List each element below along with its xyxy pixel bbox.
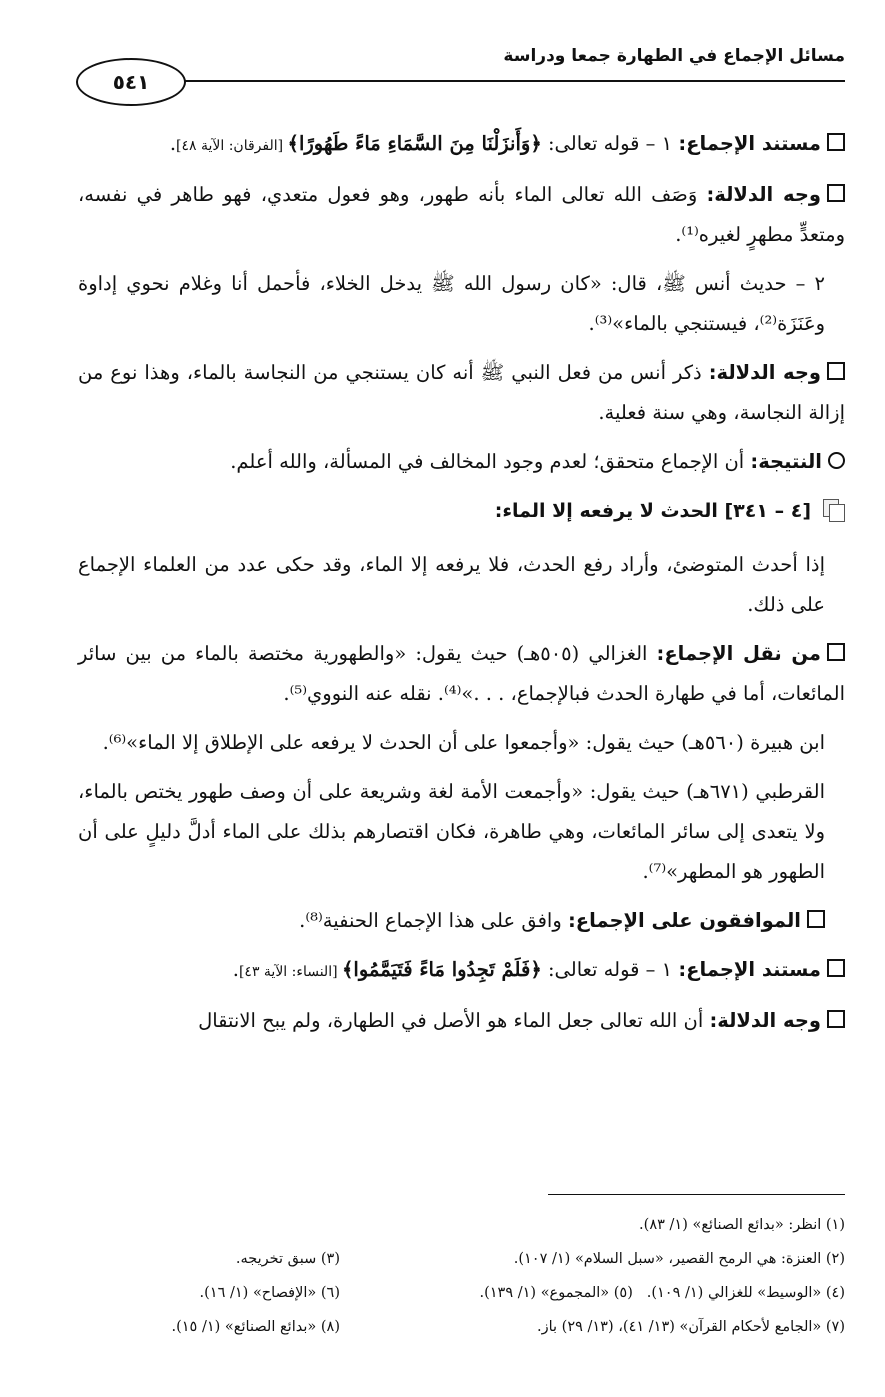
copy-icon	[821, 499, 845, 521]
page-number: ٥٤١	[76, 58, 186, 106]
paragraph-ibn-hubayra	[78, 723, 845, 763]
quran-verse: ﴿وَأَنزَلْنَا مِنَ السَّمَاءِ مَاءً طَهُورًا﴾	[287, 132, 542, 155]
square-bullet-icon	[827, 959, 845, 977]
footnote-rule	[548, 1194, 845, 1195]
paragraph-indication-3	[78, 1001, 845, 1041]
footnote-row	[40, 1242, 845, 1276]
footnote-row	[40, 1310, 845, 1344]
footnote-7: (٧) «الجامع لأحكام القرآن» (١٣/ ٤١)، (١٣/ ٢٩) باز.	[536, 1319, 845, 1335]
paragraph-text: وَصَف الله تعالى الماء بأنه طهور، وهو فعول متعدي، فهو طاهر في نفسه، ومتعدٍّ مطهرٍ لغيره⁽¹⁾.	[78, 183, 845, 246]
paragraph-text: الغزالي (٥٠٥هـ) حيث يقول: «والطهورية مختصة بالماء من بين سائر المائعات، أما في طهارة الحدث فبالإجماع، . . .»⁽⁴⁾. نقله عنه النووي⁽⁵⁾.	[78, 642, 845, 705]
paragraph-label: من نقل الإجماع:	[656, 642, 821, 665]
square-bullet-icon	[827, 184, 845, 202]
quran-verse: ﴿فَلَمْ تَجِدُوا مَاءً فَتَيَمَّمُوا﴾	[342, 958, 542, 981]
paragraph-text: ١ – قوله تعالى:	[541, 132, 679, 155]
verse-reference: [النساء: الآية ٤٣]	[238, 964, 342, 980]
square-bullet-icon	[827, 643, 845, 661]
footnote-8: (٨) «بدائع الصنائع» (١/ ١٥).	[171, 1319, 340, 1335]
paragraph-evidence-2	[78, 950, 845, 992]
paragraph-text: القرطبي (٦٧١هـ) حيث يقول: «وأجمعت الأمة لغة وشريعة على أن وصف طهور يختص بالماء، ولا يتعدى إلى سائر المائعات، وهي طاهرة، فكان اقتصارهم بذلك على الماء أدلَّ دليلٍ على أن الطهور هو المطهر»⁽⁷⁾.	[78, 780, 825, 883]
paragraph-label: وجه الدلالة:	[708, 361, 822, 384]
paragraph-text: إذا أحدث المتوضئ، وأراد رفع الحدث، فلا يرفعه إلا الماء، وقد حكى عدد من العلماء الإجماع على ذلك.	[78, 553, 825, 616]
paragraph-indication-1	[78, 175, 845, 255]
paragraph-text: ١ – قوله تعالى:	[541, 958, 679, 981]
running-title: مسائل الإجماع في الطهارة جمعا ودراسة	[503, 46, 845, 66]
header-rule	[170, 80, 845, 82]
paragraph-label: النتيجة:	[750, 450, 822, 473]
section-title: [٤ – ٣٤١] الحدث لا يرفعه إلا الماء:	[494, 500, 811, 522]
paragraph-text: ابن هبيرة (٥٦٠هـ) حيث يقول: «وأجمعوا على أن الحدث لا يرفعه على الإطلاق إلا الماء»⁽⁶⁾.	[102, 731, 825, 754]
square-bullet-icon	[807, 910, 825, 928]
paragraph-label: مستند الإجماع:	[678, 958, 821, 981]
square-bullet-icon	[827, 133, 845, 151]
footnote-row	[40, 1276, 845, 1310]
paragraph-label: مستند الإجماع:	[678, 132, 821, 155]
section-heading	[78, 491, 845, 531]
verse-reference: [الفرقان: الآية ٤٨]	[176, 138, 288, 154]
footnote-2: (٢) العنزة: هي الرمح القصير، «سبل السلام» (١/ ١٠٧).	[513, 1251, 845, 1267]
footnote-4: (٤) «الوسيط» للغزالي (١/ ١٠٩).	[646, 1285, 845, 1301]
footnote-row	[40, 1208, 845, 1242]
paragraph-evidence-1	[78, 124, 845, 166]
main-text	[78, 124, 845, 1050]
sentence-end: .	[232, 958, 239, 981]
paragraph-transmitters	[78, 634, 845, 714]
paragraph-intro	[78, 545, 845, 625]
circle-bullet-icon	[828, 452, 845, 469]
paragraph-text: أن الإجماع متحقق؛ لعدم وجود المخالف في المسألة، والله أعلم.	[230, 450, 751, 473]
paragraph-text: ذكر أنس من فعل النبي ﷺ أنه كان يستنجي من النجاسة بالماء، وهذا نوع من إزالة النجاسة، وهي سنة فعلية.	[78, 361, 845, 424]
footnote-5: (٥) «المجموع» (١/ ١٣٩).	[479, 1285, 633, 1301]
paragraph-text: وافق على هذا الإجماع الحنفية⁽⁸⁾.	[299, 909, 568, 932]
square-bullet-icon	[827, 362, 845, 380]
paragraph-result	[78, 442, 845, 482]
paragraph-hadith-anas	[78, 264, 845, 344]
footnote-3: (٣) سبق تخريجه.	[235, 1251, 340, 1267]
sentence-end: .	[169, 132, 177, 155]
footnote-1: (١) انظر: «بدائع الصنائع» (١/ ٨٣).	[639, 1217, 845, 1233]
footnote-4-5	[340, 1276, 845, 1310]
paragraph-text: أن الله تعالى جعل الماء هو الأصل في الطهارة، ولم يبح الانتقال	[198, 1009, 710, 1032]
footnotes	[40, 1208, 845, 1344]
paragraph-indication-2	[78, 353, 845, 433]
paragraph-text: ٢ – حديث أنس ﷺ، قال: «كان رسول الله ﷺ يدخل الخلاء، فأحمل أنا وغلام نحوي إداوة وعَنَزَة⁽²⁾، فيستنجي بالماء»⁽³⁾.	[78, 272, 825, 335]
paragraph-qurtubi	[78, 772, 845, 892]
paragraph-label: الموافقون على الإجماع:	[567, 909, 801, 932]
paragraph-label: وجه الدلالة:	[706, 183, 821, 206]
square-bullet-icon	[827, 1010, 845, 1028]
paragraph-agreeing	[78, 901, 845, 941]
paragraph-label: وجه الدلالة:	[709, 1009, 821, 1032]
footnote-6: (٦) «الإفصاح» (١/ ١٦).	[199, 1285, 340, 1301]
